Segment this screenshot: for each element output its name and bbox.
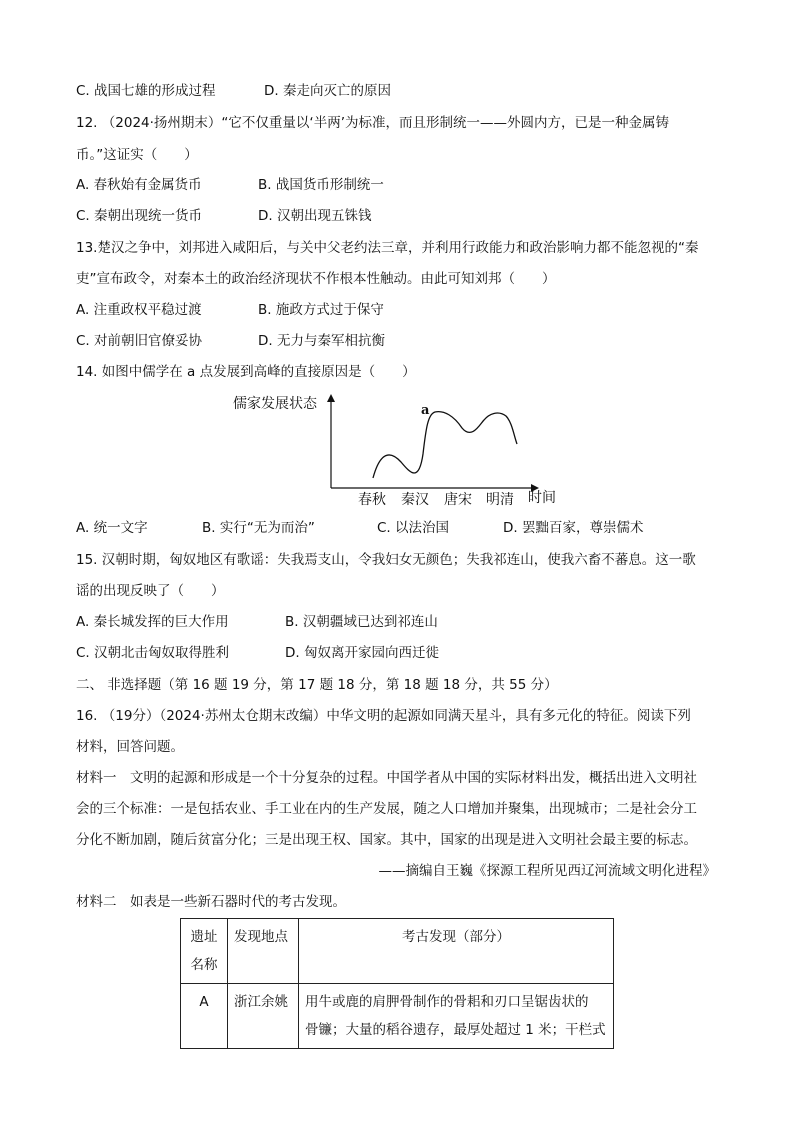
figure-x-label: 时间: [528, 490, 556, 506]
figure-tick-tangsong: 唐宋: [444, 492, 472, 508]
table-header-row: [181, 919, 614, 984]
q12-stem-line1: 12. （2024·扬州期末）“它不仅重量以‘半两’为标准，而且形制统一——外圆内方，已是一种金属铸: [76, 115, 669, 131]
q14-option-c: C. 以法治国: [377, 520, 450, 536]
figure-y-arrow: [327, 394, 335, 402]
q12-option-d: D. 汉朝出现五铢钱: [258, 208, 372, 224]
q14-stem: 14. 如图中儒学在 a 点发展到高峰的直接原因是（ ）: [76, 364, 416, 380]
archaeology-table: [180, 918, 614, 1049]
material-one-line1: 材料一 文明的起源和形成是一个十分复杂的过程。中国学者从中国的实际材料出发，概括出进入文明社: [76, 770, 697, 786]
q13-option-a: A. 注重政权平稳过渡: [76, 302, 202, 318]
row-a-findings-line1: 用牛或鹿的肩胛骨制作的骨耜和刃口呈锯齿状的: [305, 994, 589, 1010]
figure-tick-mingqing: 明清: [486, 492, 514, 508]
q12-option-c: C. 秦朝出现统一货币: [76, 208, 203, 224]
row-a-findings-line2: 骨镰；大量的稻谷遗存，最厚处超过 1 米；干栏式: [305, 1022, 606, 1038]
section-two-heading: 二、 非选择题（第 16 题 19 分，第 17 题 18 分，第 18 题 18 分，共 55 分）: [76, 677, 558, 693]
header-site-name-part2: 名称: [190, 957, 218, 973]
q15-option-d: D. 匈奴离开家园向西迁徙: [285, 645, 439, 661]
confucianism-development-figure: [230, 390, 570, 508]
figure-tick-chunqiu: 春秋: [358, 492, 386, 508]
q15-option-a: A. 秦长城发挥的巨大作用: [76, 614, 229, 630]
q15-stem-line1: 15. 汉朝时期，匈奴地区有歌谣：失我焉支山，令我妇女无颜色；失我祁连山，使我六畜不蕃息。这一歌: [76, 552, 696, 568]
header-findings: 考古发现（部分）: [299, 919, 614, 984]
q13-stem-line1: 13.楚汉之争中，刘邦进入咸阳后，与关中父老约法三章，并利用行政能力和政治影响力都不能忽视的“秦: [76, 240, 699, 256]
q16-stem-line1: 16. （19分）（2024·苏州太仓期末改编）中华文明的起源如同满天星斗，具有多元化的特征。阅读下列: [76, 708, 691, 724]
q15-option-b: B. 汉朝疆域已达到祁连山: [285, 614, 438, 630]
figure-curve: [373, 412, 517, 478]
q16-stem-line2: 材料，回答问题。: [76, 739, 184, 755]
q12-stem-line2: 币。”这证实（ ）: [76, 147, 198, 163]
q11-option-d: D. 秦走向灭亡的原因: [264, 83, 391, 99]
row-a-findings: [299, 984, 614, 1049]
row-a-site: A: [181, 984, 228, 1049]
q13-stem-line2: 吏”宣布政令，对秦本土的政治经济现状不作根本性触动。由此可知刘邦（ ）: [76, 271, 556, 287]
material-two-intro: 材料二 如表是一些新石器时代的考古发现。: [76, 894, 346, 910]
table-row: [181, 984, 614, 1049]
header-location: 发现地点: [228, 919, 299, 984]
q14-option-d: D. 罢黜百家，尊崇儒术: [503, 520, 644, 536]
material-one-line2: 会的三个标准：一是包括农业、手工业在内的生产发展，随之人口增加并聚集，出现城市；二是社会分工: [76, 801, 697, 817]
q14-option-a: A. 统一文字: [76, 520, 148, 536]
q14-option-b: B. 实行“无为而治”: [202, 520, 315, 536]
q11-option-c: C. 战国七雄的形成过程: [76, 83, 216, 99]
figure-point-a: a: [421, 403, 430, 418]
figure-tick-qinhan: 秦汉: [401, 492, 429, 508]
header-site-name: [181, 919, 228, 984]
header-site-name-part1: 遗址: [190, 929, 218, 945]
q13-option-b: B. 施政方式过于保守: [258, 302, 384, 318]
row-a-location: 浙江余姚: [228, 984, 299, 1049]
q15-option-c: C. 汉朝北击匈奴取得胜利: [76, 645, 230, 661]
q13-option-d: D. 无力与秦军相抗衡: [258, 333, 385, 349]
material-one-source: ——摘编自王巍《探源工程所见西辽河流域文明化进程》: [378, 863, 716, 879]
q12-option-a: A. 春秋始有金属货币: [76, 177, 202, 193]
q12-option-b: B. 战国货币形制统一: [258, 177, 384, 193]
q13-option-c: C. 对前朝旧官僚妥协: [76, 333, 203, 349]
q15-stem-line2: 谣的出现反映了（ ）: [76, 583, 225, 599]
figure-y-label: 儒家发展状态: [233, 396, 317, 412]
material-one-line3: 分化不断加剧，随后贫富分化；三是出现王权、国家。其中，国家的出现是进入文明社会最主要的标志。: [76, 832, 697, 848]
